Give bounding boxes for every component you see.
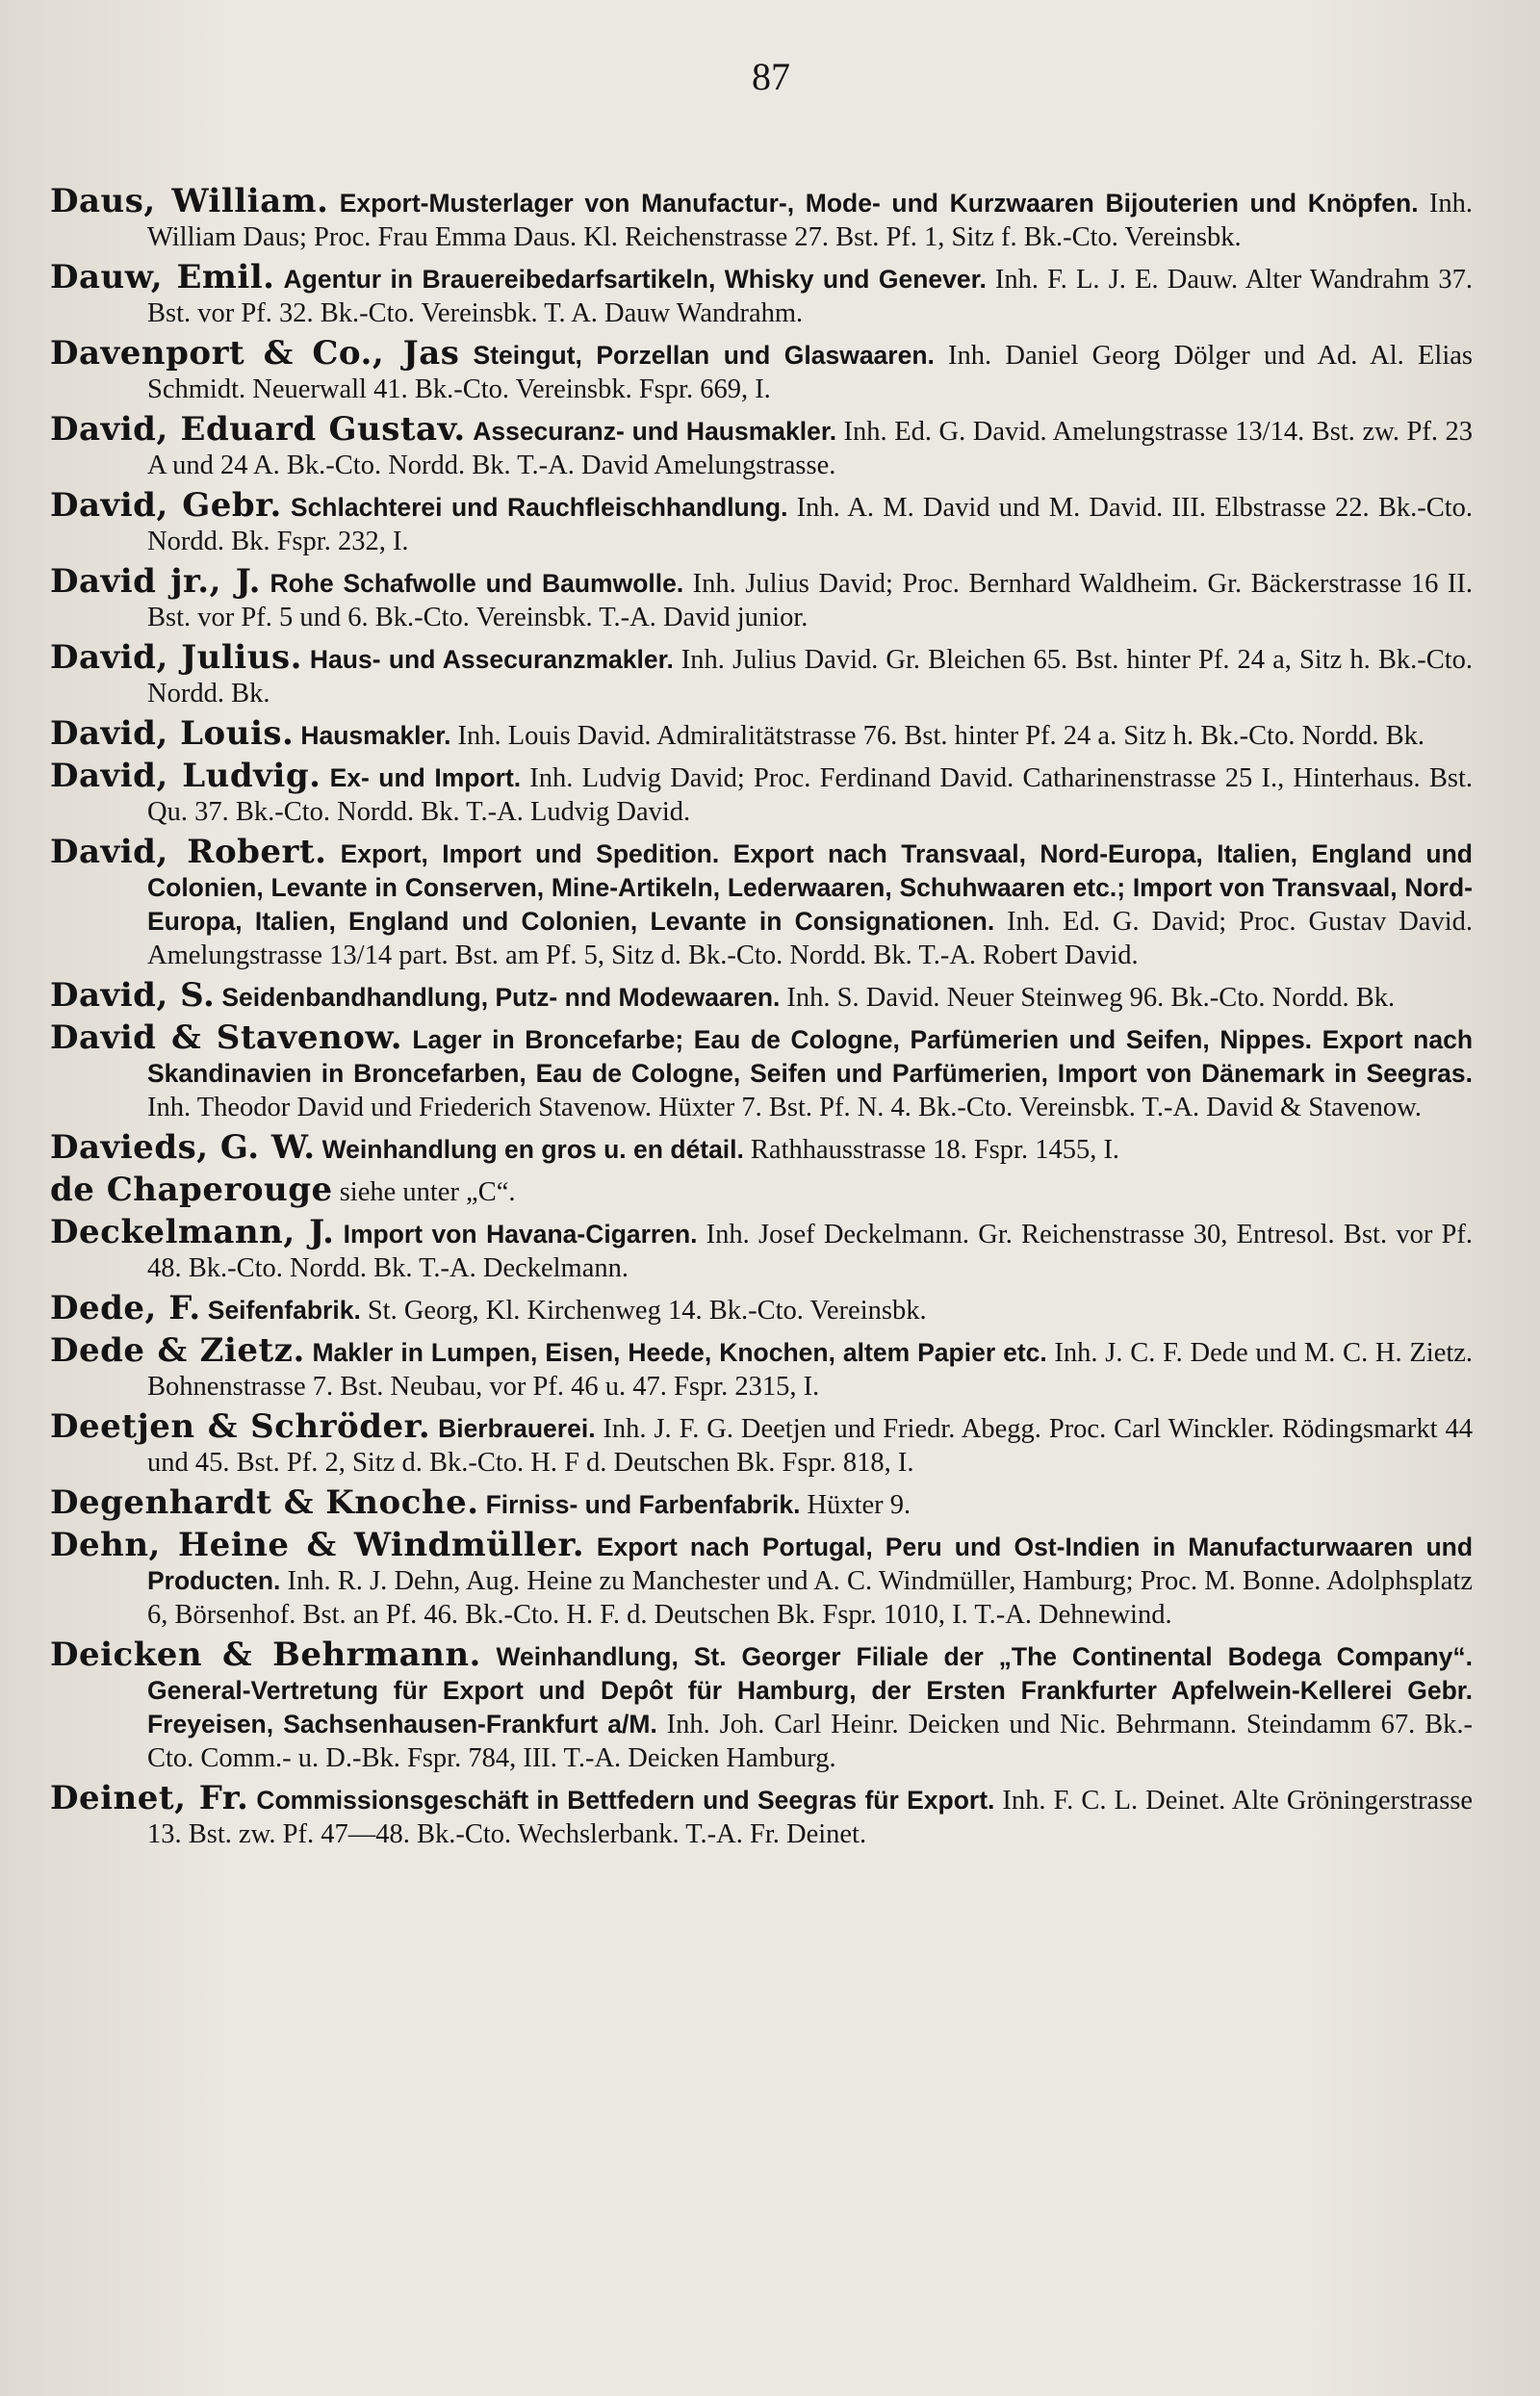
- entry-details: St. Georg, Kl. Kirchenweg 14. Bk.-Cto. Vereinsbk.: [367, 1296, 927, 1326]
- entry-business: Makler in Lumpen, Eisen, Heede, Knochen, altem Papier etc.: [312, 1338, 1047, 1367]
- entry-business: Firniss- und Farbenfabrik.: [485, 1490, 801, 1519]
- directory-entry: [50, 486, 1473, 558]
- entry-name: David, Eduard Gustav.: [50, 410, 466, 449]
- entry-business: Export nach Portugal, Peru und Ost-Indien in Manufacturwaaren und Producten.: [147, 1533, 1474, 1595]
- directory-entry: [50, 562, 1474, 634]
- entry-name: David, Gebr.: [50, 486, 282, 525]
- entry-business: Export-Musterlager von Manufactur-, Mode- und Kurzwaaren Bijouterien und Knöpfen.: [339, 189, 1419, 218]
- entry-business: Seidenbandhandlung, Putz- nnd Modewaaren.: [221, 983, 781, 1012]
- directory-entry: [50, 1213, 1474, 1285]
- entry-name: Davieds, G. W.: [50, 1128, 316, 1167]
- directory-entry: [50, 1331, 1474, 1404]
- entry-details: Hüxter 9.: [807, 1490, 911, 1520]
- entry-business: Ex- und Import.: [329, 763, 522, 792]
- directory-entry: [50, 1526, 1474, 1632]
- directory-entry: [50, 1289, 1473, 1327]
- entry-name: Dede & Zietz.: [50, 1331, 305, 1370]
- directory-entry: [50, 976, 1473, 1015]
- entry-business: Weinhandlung en gros u. en détail.: [321, 1135, 744, 1164]
- entry-name: Deicken & Behrmann.: [50, 1636, 481, 1674]
- entry-business: Haus- und Assecuranzmakler.: [309, 645, 674, 674]
- entry-details: Inh. J. C. F. Dede und M. C. H. Zietz. Bohnenstrasse 7. Bst. Neubau, vor Pf. 46 u. 47. Fspr. 2315, I.: [147, 1338, 1474, 1402]
- entry-name: Deinet, Fr.: [50, 1779, 249, 1817]
- entry-details: Inh. F. C. L. Deinet. Alte Gröningerstrasse 13. Bst. zw. Pf. 47—48. Bk.-Cto. Wechslerbank. T.-A. Fr. Deinet.: [147, 1786, 1474, 1849]
- page-number: 87: [752, 55, 790, 98]
- entry-details: Inh. J. F. G. Deetjen und Friedr. Abegg. Proc. Carl Winckler. Rödingsmarkt 44 und 45. Bst. Pf. 2, Sitz d. Bk.-Cto. H. F d. Deutschen Bk. Fspr. 818, I.: [147, 1414, 1474, 1478]
- entry-business: Weinhandlung, St. Georger Filiale der „The Continental Bodega Company“. General-Vertretung für Export und Depôt für Hamburg, der Ersten Frankfurter Apfelwein-Kellerei Gebr. Freyeisen, Sachsenhausen-Frankfurt a/M.: [147, 1642, 1473, 1739]
- directory-entry: [50, 1018, 1474, 1124]
- entry-name: David & Stavenow.: [50, 1018, 403, 1057]
- directory-entry: [50, 1407, 1474, 1480]
- directory-entry: [50, 1483, 1473, 1522]
- entry-name: Dauw, Emil.: [50, 258, 275, 296]
- entry-name: Degenhardt & Knoche.: [50, 1483, 479, 1522]
- entry-business: Export, Import und Spedition. Export nach Transvaal, Nord-Europa, Italien, England und Colonien, Levante in Conserven, Mine-Artikeln, Lederwaaren, Schuhwaaren etc.; Import von Transvaal, Nord-Europa, Italien, England und Colonien, Levante in Consignationen.: [147, 839, 1473, 936]
- entry-details: Inh. Louis David. Admiralitätstrasse 76. Bst. hinter Pf. 24 a. Sitz h. Bk.-Cto. Nordd. Bk.: [457, 721, 1425, 751]
- entry-name: de Chaperouge: [50, 1171, 333, 1209]
- entry-business: Commissionsgeschäft in Bettfedern und Seegras für Export.: [256, 1786, 995, 1815]
- entry-business: Bierbrauerei.: [438, 1414, 596, 1443]
- directory-entry: [50, 334, 1473, 406]
- entry-business: Rohe Schafwolle und Baumwolle.: [270, 569, 684, 598]
- entry-details: Inh. Ludvig David; Proc. Ferdinand David. Catharinenstrasse 25 I., Hinterhaus. Bst. Qu. 37. Bk.-Cto. Nordd. Bk. T.-A. Ludvig David.: [147, 763, 1473, 827]
- entry-details: Inh. A. M. David und M. David. III. Elbstrasse 22. Bk.-Cto. Nordd. Bk. Fspr. 232, I.: [147, 493, 1473, 556]
- entry-name: Dehn, Heine & Windmüller.: [50, 1526, 585, 1564]
- entry-details: Inh. S. David. Neuer Steinweg 96. Bk.-Cto. Nordd. Bk.: [786, 983, 1396, 1013]
- entry-business: Agentur in Brauereibedarfsartikeln, Whisky und Genever.: [283, 265, 987, 294]
- entry-business: Import von Havana-Cigarren.: [343, 1220, 698, 1249]
- entry-details: Inh. F. L. J. E. Dauw. Alter Wandrahm 37. Bst. vor Pf. 32. Bk.-Cto. Vereinsbk. T. A. Dauw Wandrahm.: [147, 265, 1474, 328]
- directory-entry: [50, 714, 1473, 753]
- entry-details: Inh. Daniel Georg Dölger und Ad. Al. Elias Schmidt. Neuerwall 41. Bk.-Cto. Vereinsbk. Fspr. 669, I.: [147, 341, 1473, 404]
- directory-entry: [50, 757, 1473, 829]
- entry-details: Inh. Julius David; Proc. Bernhard Waldheim. Gr. Bäckerstrasse 16 II. Bst. vor Pf. 5 und 6. Bk.-Cto. Vereinsbk. T.-A. David junior.: [147, 569, 1474, 632]
- directory-entry: [50, 1779, 1474, 1851]
- directory-entry: [50, 833, 1474, 972]
- entry-business: Seifenfabrik.: [207, 1296, 361, 1325]
- entry-details: Inh. R. J. Dehn, Aug. Heine zu Manchester und A. C. Windmüller, Hamburg; Proc. M. Bonne. Adolphsplatz 6, Börsenhof. Bst. an Pf. 46. Bk.-Cto. H. F. d. Deutschen Bk. Fspr. 1010, I. T.-A. Dehnewind.: [147, 1566, 1474, 1630]
- directory-entry: [50, 1638, 1473, 1775]
- entry-details: Rathhausstrasse 18. Fspr. 1455, I.: [750, 1135, 1120, 1165]
- entry-name: David jr., J.: [50, 562, 262, 601]
- entry-name: David, Ludvig.: [50, 757, 321, 795]
- entry-details: Inh. William Daus; Proc. Frau Emma Daus. Kl. Reichenstrasse 27. Bst. Pf. 1, Sitz f. Bk.-Cto. Vereinsbk.: [147, 189, 1474, 252]
- directory-entry: [50, 182, 1474, 254]
- directory-entry: [50, 638, 1473, 710]
- entry-business: Lager in Broncefarbe; Eau de Cologne, Parfümerien und Seifen, Nippes. Export nach Skandinavien in Broncefarben, Eau de Cologne, Seifen und Parfümerien, Import von Dänemark in Seegras.: [147, 1025, 1474, 1088]
- entry-business: Assecuranz- und Hausmakler.: [473, 417, 837, 446]
- directory-entries: [50, 182, 1474, 1851]
- entry-name: David, Julius.: [50, 638, 302, 677]
- directory-entry: [50, 258, 1474, 330]
- entry-business: Steingut, Porzellan und Glaswaaren.: [473, 341, 935, 370]
- entry-business: Hausmakler.: [300, 721, 451, 750]
- directory-entry: [50, 1173, 1473, 1209]
- entry-name: David, S.: [50, 976, 216, 1015]
- entry-name: Deckelmann, J.: [50, 1213, 335, 1251]
- entry-details: Inh. Theodor David und Friederich Stavenow. Hüxter 7. Bst. Pf. N. 4. Bk.-Cto. Vereinsbk. T.-A. David & Stavenow.: [147, 1093, 1423, 1122]
- directory-entry: [50, 1128, 1473, 1167]
- entry-name: Dede, F.: [50, 1289, 201, 1327]
- directory-entry: [50, 410, 1474, 482]
- entry-details: Inh. Julius David. Gr. Bleichen 65. Bst. hinter Pf. 24 a, Sitz h. Bk.-Cto. Nordd. Bk.: [147, 645, 1473, 708]
- entry-name: Daus, William.: [50, 182, 329, 220]
- entry-details: siehe unter „C“.: [339, 1177, 516, 1207]
- entry-name: David, Robert.: [50, 833, 327, 871]
- entry-name: Davenport & Co., Jas: [50, 334, 460, 373]
- entry-name: Deetjen & Schröder.: [50, 1407, 431, 1446]
- entry-details: Inh. Josef Deckelmann. Gr. Reichenstrasse 30, Entresol. Bst. vor Pf. 48. Bk.-Cto. Nordd. Bk. T.-A. Deckelmann.: [147, 1220, 1474, 1283]
- entry-business: Schlachterei und Rauchfleischhandlung.: [290, 493, 788, 522]
- entry-details: Inh. Ed. G. David. Amelungstrasse 13/14. Bst. zw. Pf. 23 A und 24 A. Bk.-Cto. Nordd. Bk. T.-A. David Amelungstrasse.: [147, 417, 1474, 480]
- entry-name: David, Louis.: [50, 714, 295, 753]
- entry-details: Inh. Ed. G. David; Proc. Gustav David. Amelungstrasse 13/14 part. Bst. am Pf. 5, Sitz d. Bk.-Cto. Nordd. Bk. T.-A. Robert David.: [147, 907, 1474, 970]
- entry-details: Inh. Joh. Carl Heinr. Deicken und Nic. Behrmann. Steindamm 67. Bk.-Cto. Comm.- u. D.-Bk. Fspr. 784, III. T.-A. Deicken Hamburg.: [147, 1710, 1474, 1773]
